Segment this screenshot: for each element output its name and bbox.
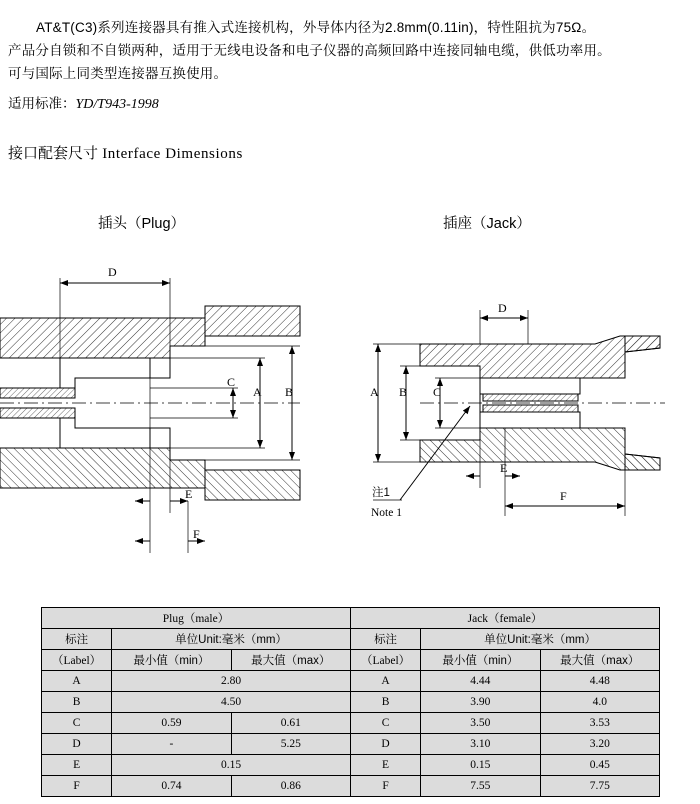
dimensions-table <box>41 607 660 797</box>
plug-label-header-en: （Label） <box>42 650 112 671</box>
table-row <box>42 776 660 797</box>
plug-dim-label-B: B <box>285 385 294 399</box>
group-header-jack: Jack（female） <box>350 608 659 629</box>
standard-label: 适用标准： <box>8 96 76 111</box>
plug-row-min: - <box>112 734 231 755</box>
jack-dim-label-D: D <box>498 301 507 315</box>
jack-label-header-cn: 标注 <box>350 629 420 650</box>
jack-label-header-en: （Label） <box>350 650 420 671</box>
jack-row-label: B <box>350 692 420 713</box>
jack-row-max: 3.53 <box>540 713 659 734</box>
plug-row-label: A <box>42 671 112 692</box>
jack-row-min: 3.90 <box>421 692 540 713</box>
jack-figure-caption: 插座（Jack） <box>443 216 531 232</box>
section-title-en: Interface Dimensions <box>102 146 243 162</box>
intro-line-3: 可与国际上同类型连接器互换使用。 <box>8 66 228 81</box>
intro-line-1: AT&T(C3)系列连接器具有推入式连接机构，外导体内径为2.8mm(0.11in)，特性阻抗为75Ω。 <box>36 20 596 35</box>
intro-paragraph <box>8 16 694 85</box>
group-header-plug: Plug（male） <box>42 608 351 629</box>
plug-row-label: D <box>42 734 112 755</box>
table-row <box>42 671 660 692</box>
table-subheader-row <box>42 650 660 671</box>
jack-dim-label-E: E <box>500 461 508 475</box>
jack-dimension-D <box>480 301 528 344</box>
plug-row-max: 0.86 <box>231 776 350 797</box>
technical-drawings <box>0 248 700 588</box>
plug-row-value: 4.50 <box>112 692 351 713</box>
plug-row-label: F <box>42 776 112 797</box>
dimensions-table-wrapper <box>41 607 660 797</box>
jack-dimension-A <box>370 344 422 462</box>
note-label-en: Note 1 <box>371 507 402 519</box>
plug-figure-caption: 插头（Plug） <box>98 216 186 232</box>
jack-row-max: 4.0 <box>540 692 659 713</box>
table-group-header-row <box>42 608 660 629</box>
plug-dimension-C <box>150 375 238 418</box>
applicable-standard <box>8 92 159 113</box>
jack-row-max: 7.75 <box>540 776 659 797</box>
plug-dim-label-A: A <box>253 385 262 399</box>
plug-unit-header: 单位Unit:毫米（mm） <box>112 629 351 650</box>
jack-row-max: 4.48 <box>540 671 659 692</box>
plug-row-label: C <box>42 713 112 734</box>
jack-row-label: E <box>350 755 420 776</box>
jack-min-header: 最小值（min） <box>421 650 540 671</box>
standard-value: YD/T943-1998 <box>75 97 159 112</box>
jack-dim-label-A: A <box>370 385 379 399</box>
section-title-cn: 接口配套尺寸 <box>8 145 99 162</box>
jack-row-label: D <box>350 734 420 755</box>
plug-row-value: 0.15 <box>112 755 351 776</box>
plug-label-header-cn: 标注 <box>42 629 112 650</box>
jack-drawing <box>420 336 665 470</box>
plug-row-min: 0.74 <box>112 776 231 797</box>
plug-row-label: E <box>42 755 112 776</box>
jack-row-max: 3.20 <box>540 734 659 755</box>
plug-row-min: 0.59 <box>112 713 231 734</box>
jack-row-max: 0.45 <box>540 755 659 776</box>
plug-max-header: 最大值（max） <box>231 650 350 671</box>
jack-max-header: 最大值（max） <box>540 650 659 671</box>
jack-dim-label-F: F <box>560 489 567 503</box>
section-title <box>8 142 243 163</box>
jack-row-min: 0.15 <box>421 755 540 776</box>
jack-unit-header: 单位Unit:毫米（mm） <box>421 629 660 650</box>
jack-row-min: 3.10 <box>421 734 540 755</box>
intro-line-2: 产品分自锁和不自锁两种，适用于无线电设备和电子仪器的高频回路中连接同轴电缆，供低功率用。 <box>8 43 611 58</box>
plug-row-value: 2.80 <box>112 671 351 692</box>
plug-row-max: 5.25 <box>231 734 350 755</box>
table-row <box>42 755 660 776</box>
plug-dim-label-E: E <box>185 487 193 501</box>
table-row <box>42 692 660 713</box>
plug-min-header: 最小值（min） <box>112 650 231 671</box>
jack-row-label: A <box>350 671 420 692</box>
table-row <box>42 734 660 755</box>
plug-row-max: 0.61 <box>231 713 350 734</box>
jack-row-min: 3.50 <box>421 713 540 734</box>
jack-dim-label-C: C <box>433 385 442 399</box>
plug-dim-label-C: C <box>227 375 236 389</box>
jack-row-min: 4.44 <box>421 671 540 692</box>
jack-row-label: C <box>350 713 420 734</box>
plug-row-label: B <box>42 692 112 713</box>
plug-dim-label-D: D <box>108 265 117 279</box>
jack-dim-label-B: B <box>399 385 408 399</box>
jack-row-min: 7.55 <box>421 776 540 797</box>
table-row <box>42 713 660 734</box>
jack-row-label: F <box>350 776 420 797</box>
plug-dim-label-F: F <box>193 527 200 541</box>
note-label-cn: 注1 <box>372 487 390 499</box>
table-unit-header-row <box>42 629 660 650</box>
